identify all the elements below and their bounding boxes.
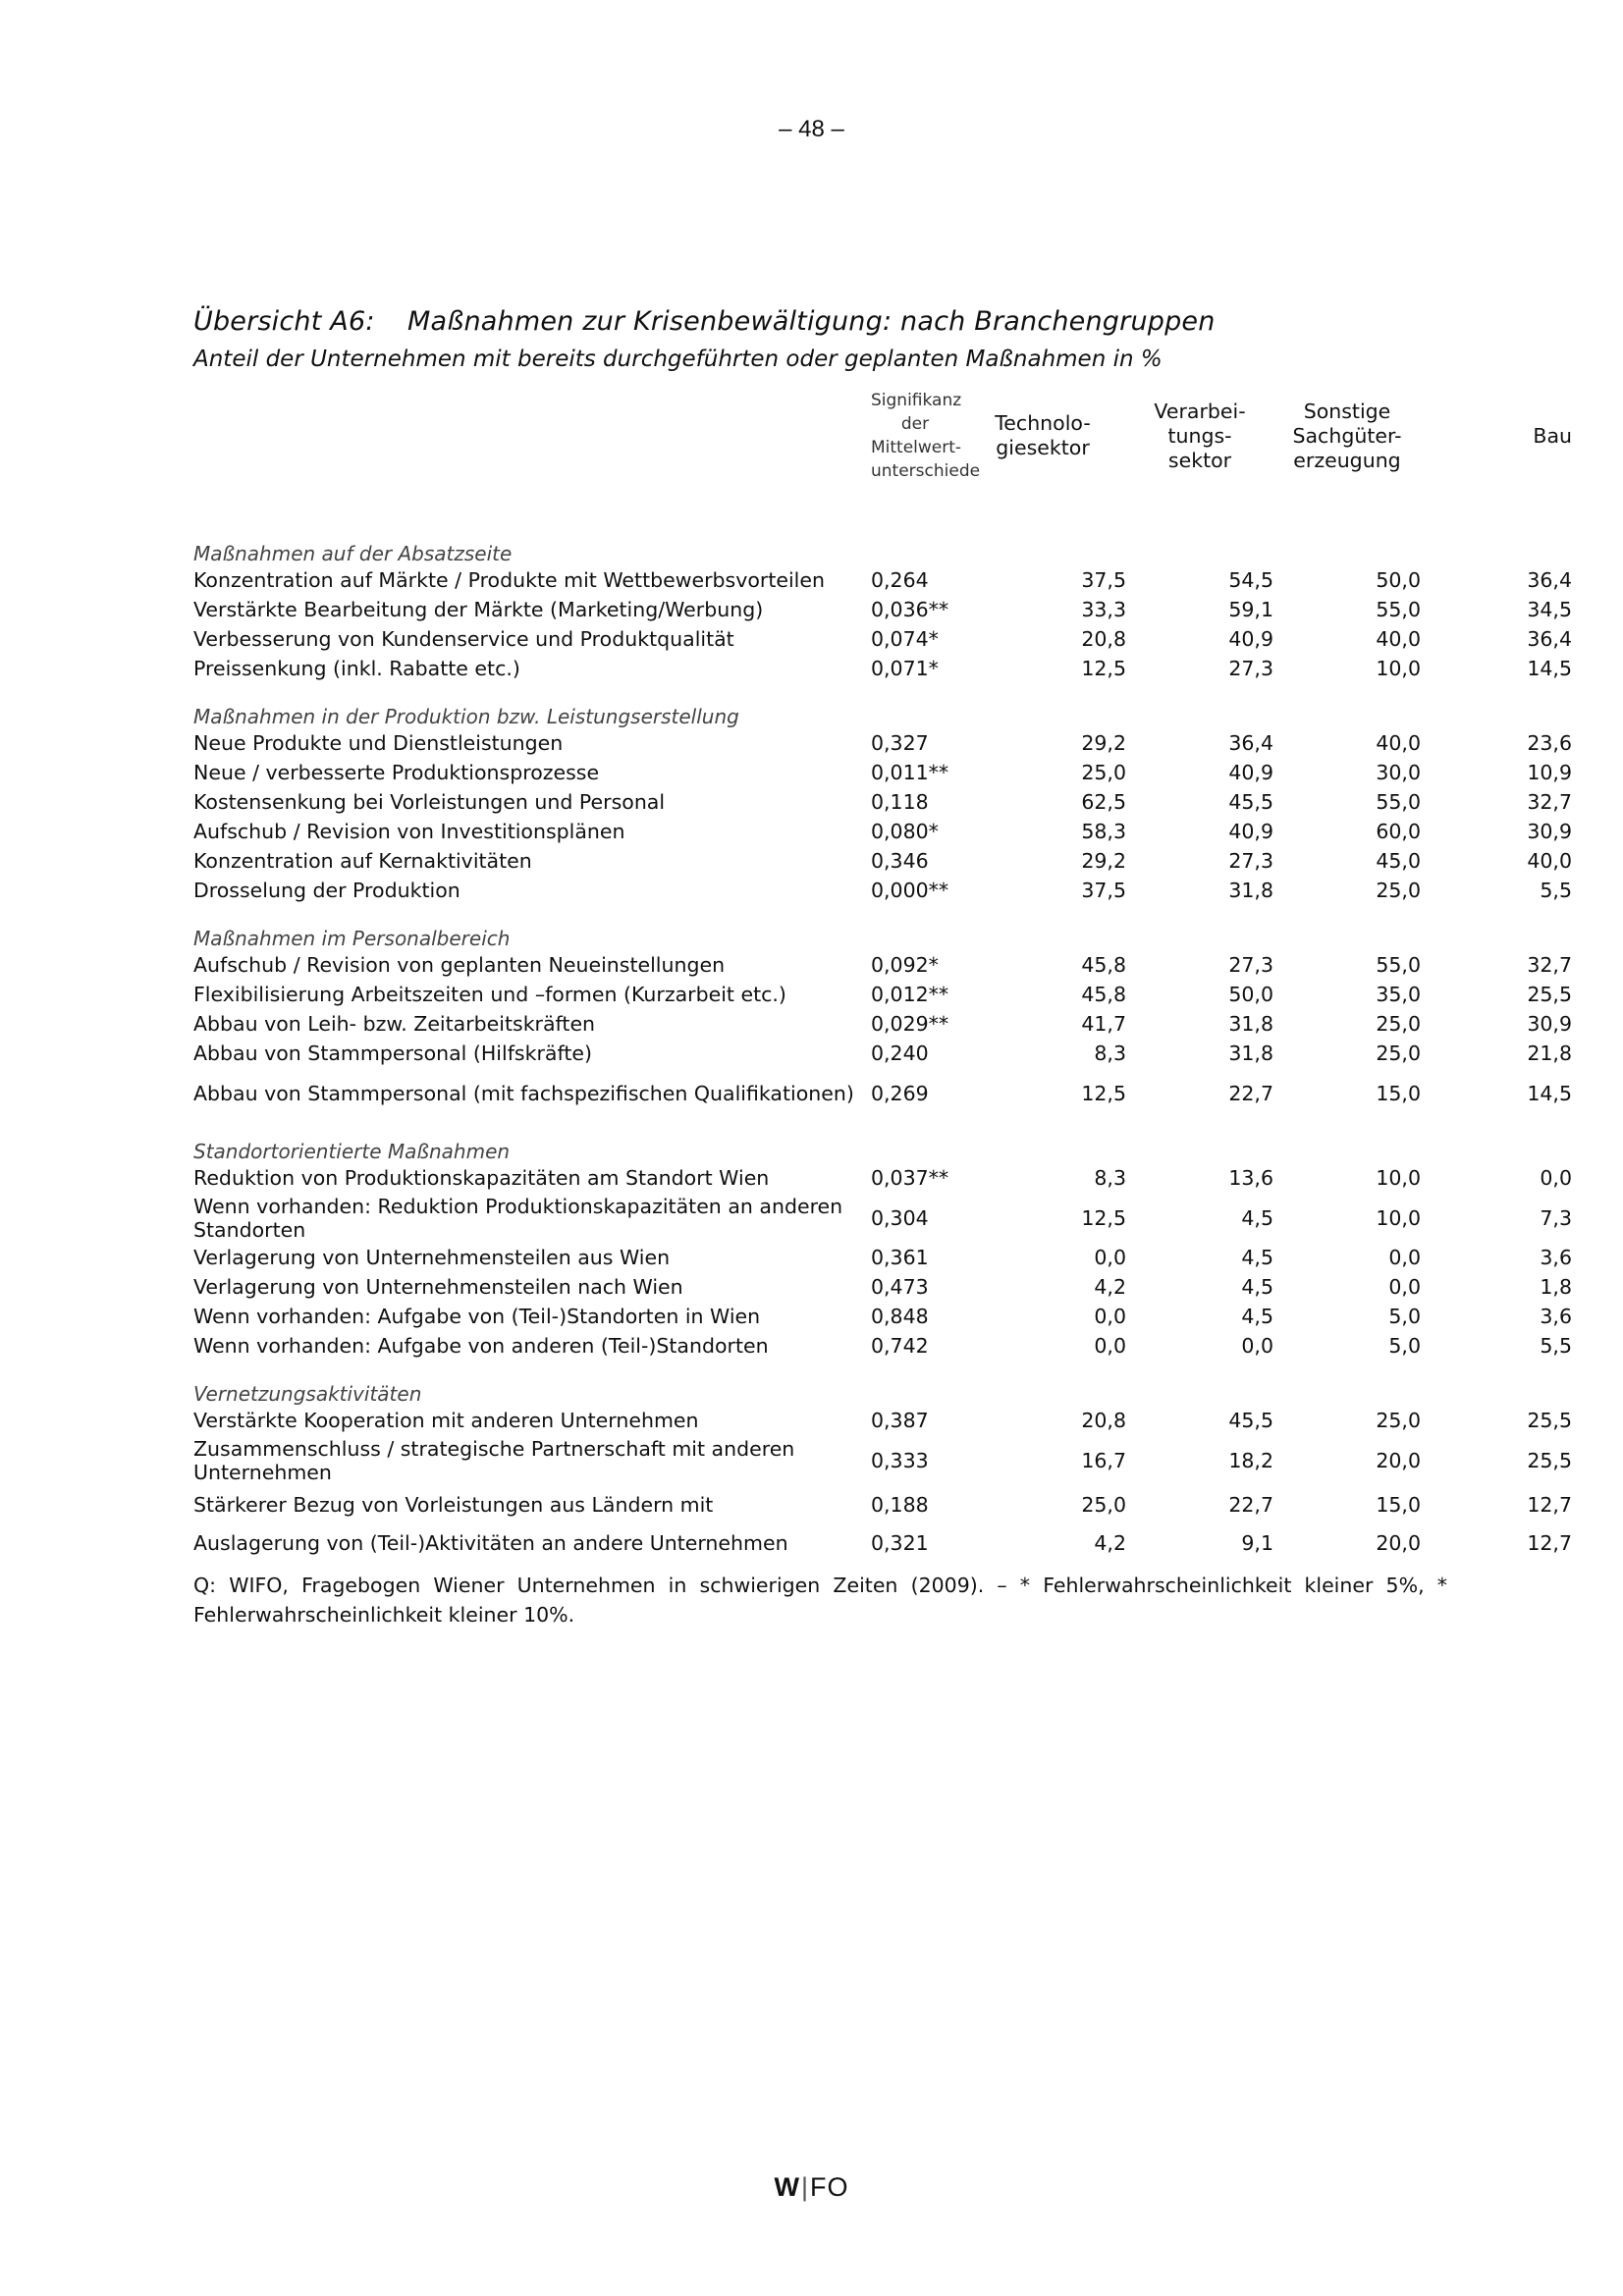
table-row — [193, 1272, 1572, 1302]
logo-letters: W — [774, 2172, 800, 2202]
value-cell: 13,6 — [1228, 1166, 1273, 1190]
row-label: Zusammenschluss / strategische Partnerschaft mit anderen Unternehmen — [193, 1436, 795, 1484]
value-cell: 41,7 — [1081, 1012, 1126, 1036]
value-cell: 45,8 — [1081, 953, 1126, 977]
significance-cell: 0,080* — [871, 820, 939, 843]
row-label: Abbau von Stammpersonal (Hilfskräfte) — [193, 1041, 592, 1065]
row-label: Wenn vorhanden: Aufgabe von anderen (Teil-)Standorten — [193, 1334, 769, 1358]
table-row — [193, 1243, 1572, 1272]
value-cell: 20,0 — [1376, 1448, 1421, 1472]
row-label: Stärkerer Bezug von Vorleistungen aus Ländern mit — [193, 1492, 714, 1517]
value-cell: 7,3 — [1540, 1205, 1572, 1230]
row-label: Drosselung der Produktion — [193, 879, 460, 902]
value-cell: 10,0 — [1376, 1166, 1421, 1190]
significance-cell: 0,327 — [871, 731, 929, 755]
table-row — [193, 817, 1572, 846]
row-label: Wenn vorhanden: Aufgabe von (Teil-)Standorten in Wien — [193, 1305, 761, 1328]
significance-cell: 0,012** — [871, 983, 949, 1006]
header-line: Sachgüter- — [1292, 423, 1402, 448]
value-cell: 5,5 — [1540, 1334, 1572, 1358]
value-cell: 58,3 — [1081, 820, 1126, 843]
value-cell: 4,5 — [1241, 1305, 1273, 1328]
value-cell: 10,0 — [1376, 1205, 1421, 1230]
value-cell: 30,9 — [1527, 1012, 1572, 1036]
table-row — [193, 1193, 1572, 1243]
value-cell: 25,0 — [1081, 761, 1126, 784]
value-cell: 25,5 — [1527, 1448, 1572, 1472]
value-cell: 12,5 — [1081, 1081, 1126, 1105]
table-row — [193, 876, 1572, 905]
value-cell: 36,4 — [1527, 627, 1572, 651]
value-cell: 40,9 — [1228, 627, 1273, 651]
table-row — [193, 787, 1572, 817]
table-row — [193, 1068, 1572, 1118]
value-cell: 12,7 — [1527, 1492, 1572, 1517]
value-cell: 36,4 — [1527, 568, 1572, 592]
value-cell: 60,0 — [1376, 820, 1421, 843]
title-block — [193, 306, 1568, 372]
row-label: Abbau von Leih- bzw. Zeitarbeitskräften — [193, 1012, 596, 1036]
value-cell: 10,0 — [1376, 657, 1421, 680]
header-line: erzeugung — [1293, 448, 1401, 472]
significance-cell: 0,848 — [871, 1305, 929, 1328]
header-line: tungs- — [1167, 423, 1232, 448]
value-cell: 25,0 — [1376, 1409, 1421, 1432]
table-row — [193, 1523, 1572, 1562]
header-line: Bau — [1533, 423, 1572, 448]
significance-cell: 0,346 — [871, 849, 929, 873]
value-cell: 37,5 — [1081, 568, 1126, 592]
value-cell: 32,7 — [1527, 953, 1572, 977]
row-label: Verstärkte Bearbeitung der Märkte (Marketing/Werbung) — [193, 598, 764, 621]
value-cell: 5,5 — [1540, 879, 1572, 902]
value-cell: 40,0 — [1376, 627, 1421, 651]
header-line: Technolo- — [995, 411, 1091, 435]
significance-cell: 0,473 — [871, 1275, 929, 1299]
significance-cell: 0,188 — [871, 1492, 929, 1517]
value-cell: 25,0 — [1376, 879, 1421, 902]
value-cell: 8,3 — [1094, 1041, 1126, 1065]
section-heading: Maßnahmen in der Produktion bzw. Leistungserstellung — [193, 705, 739, 728]
value-cell: 27,3 — [1228, 953, 1273, 977]
value-cell: 4,2 — [1094, 1275, 1126, 1299]
table-row — [193, 565, 1572, 595]
page-number: – 48 – — [779, 116, 844, 142]
table-row — [193, 1331, 1572, 1361]
value-cell: 0,0 — [1094, 1334, 1126, 1358]
table-row — [193, 980, 1572, 1009]
row-label: Konzentration auf Kernaktivitäten — [193, 849, 532, 873]
table-row — [193, 1163, 1572, 1193]
significance-cell: 0,361 — [871, 1246, 929, 1269]
section-heading: Standortorientierte Maßnahmen — [193, 1140, 511, 1163]
value-cell: 34,5 — [1527, 598, 1572, 621]
value-cell: 36,4 — [1228, 731, 1273, 755]
row-label: Verlagerung von Unternehmensteilen nach Wien — [193, 1275, 683, 1299]
value-cell: 25,5 — [1527, 1409, 1572, 1432]
value-cell: 5,0 — [1388, 1334, 1421, 1358]
header-line: Sonstige — [1303, 399, 1391, 423]
value-cell: 4,5 — [1241, 1275, 1273, 1299]
value-cell: 22,7 — [1228, 1492, 1273, 1517]
section-heading-row — [193, 1118, 1572, 1163]
value-cell: 5,0 — [1388, 1305, 1421, 1328]
table-row — [193, 1406, 1572, 1435]
section-heading-row — [193, 683, 1572, 728]
value-cell: 0,0 — [1241, 1334, 1273, 1358]
header-construction — [1421, 389, 1572, 534]
value-cell: 0,0 — [1388, 1246, 1421, 1269]
table-row — [193, 1435, 1572, 1485]
row-label: Neue / verbesserte Produktionsprozesse — [193, 761, 600, 784]
header-empty — [193, 389, 871, 534]
value-cell: 14,5 — [1527, 657, 1572, 680]
value-cell: 30,0 — [1376, 761, 1421, 784]
value-cell: 15,0 — [1376, 1081, 1421, 1105]
header-processing — [1126, 389, 1273, 534]
row-label: Reduktion von Produktionskapazitäten am Standort Wien — [193, 1166, 770, 1190]
table-title-text: Maßnahmen zur Krisenbewältigung: nach Branchengruppen — [407, 306, 1216, 337]
value-cell: 0,0 — [1540, 1166, 1572, 1190]
value-cell: 31,8 — [1228, 1041, 1273, 1065]
value-cell: 35,0 — [1376, 983, 1421, 1006]
value-cell: 32,7 — [1527, 790, 1572, 814]
significance-cell: 0,011** — [871, 761, 949, 784]
value-cell: 50,0 — [1228, 983, 1273, 1006]
logo-bar: | — [800, 2172, 809, 2202]
section-heading-row — [193, 534, 1572, 565]
header-line: Verarbei- — [1154, 399, 1246, 423]
significance-cell: 0,071* — [871, 657, 939, 680]
value-cell: 16,7 — [1081, 1448, 1126, 1472]
table-row — [193, 728, 1572, 758]
value-cell: 10,9 — [1527, 761, 1572, 784]
value-cell: 22,7 — [1228, 1081, 1273, 1105]
section-heading: Maßnahmen im Personalbereich — [193, 927, 511, 950]
table-title-label: Übersicht A6: — [193, 306, 375, 337]
table-row — [193, 624, 1572, 654]
header-line: sektor — [1167, 448, 1232, 472]
header-other-goods — [1273, 389, 1421, 534]
section-heading-row — [193, 1361, 1572, 1406]
table-row — [193, 1302, 1572, 1331]
row-label: Auslagerung von (Teil-)Aktivitäten an andere Unternehmen — [193, 1530, 788, 1555]
significance-cell: 0,092* — [871, 953, 939, 977]
table-row — [193, 1009, 1572, 1039]
value-cell: 25,0 — [1376, 1041, 1421, 1065]
value-cell: 31,8 — [1228, 1012, 1273, 1036]
row-label: Verbesserung von Kundenservice und Produktqualität — [193, 627, 734, 651]
value-cell: 3,6 — [1540, 1246, 1572, 1269]
value-cell: 27,3 — [1228, 657, 1273, 680]
value-cell: 55,0 — [1376, 598, 1421, 621]
value-cell: 45,5 — [1228, 1409, 1273, 1432]
logo-letters: FO — [810, 2172, 849, 2202]
row-label: Neue Produkte und Dienstleistungen — [193, 731, 564, 755]
value-cell: 4,5 — [1241, 1246, 1273, 1269]
value-cell: 40,9 — [1228, 761, 1273, 784]
significance-cell: 0,000** — [871, 879, 949, 902]
value-cell: 9,1 — [1241, 1530, 1273, 1555]
significance-cell: 0,029** — [871, 1012, 949, 1036]
value-cell: 40,0 — [1527, 849, 1572, 873]
section-heading-row — [193, 905, 1572, 950]
significance-cell: 0,333 — [871, 1448, 929, 1472]
value-cell: 62,5 — [1081, 790, 1126, 814]
measures-table — [193, 389, 1572, 1562]
row-label: Kostensenkung bei Vorleistungen und Personal — [193, 790, 666, 814]
value-cell: 40,9 — [1228, 820, 1273, 843]
row-label: Aufschub / Revision von Investitionsplänen — [193, 820, 625, 843]
header-line: giesektor — [996, 436, 1090, 459]
table-row — [193, 846, 1572, 876]
significance-cell: 0,074* — [871, 627, 939, 651]
significance-cell: 0,036** — [871, 598, 949, 621]
value-cell: 33,3 — [1081, 598, 1126, 621]
value-cell: 27,3 — [1228, 849, 1273, 873]
value-cell: 29,2 — [1081, 849, 1126, 873]
value-cell: 20,8 — [1081, 627, 1126, 651]
row-label: Aufschub / Revision von geplanten Neueinstellungen — [193, 953, 726, 977]
value-cell: 59,1 — [1228, 598, 1273, 621]
value-cell: 18,2 — [1228, 1448, 1273, 1472]
value-cell: 25,0 — [1081, 1492, 1126, 1517]
value-cell: 30,9 — [1527, 820, 1572, 843]
table-row — [193, 758, 1572, 787]
table-header-row — [193, 389, 1572, 534]
value-cell: 25,5 — [1527, 983, 1572, 1006]
section-heading: Maßnahmen auf der Absatzseite — [193, 542, 513, 565]
value-cell: 14,5 — [1527, 1081, 1572, 1105]
significance-cell: 0,304 — [871, 1205, 929, 1230]
row-label: Wenn vorhanden: Reduktion Produktionskapazitäten an anderen Standorten — [193, 1194, 843, 1242]
value-cell: 45,0 — [1376, 849, 1421, 873]
significance-cell: 0,269 — [871, 1081, 929, 1105]
table-title — [193, 306, 1568, 337]
value-cell: 12,5 — [1081, 1205, 1126, 1230]
table-row — [193, 595, 1572, 624]
section-heading: Vernetzungsaktivitäten — [193, 1382, 422, 1406]
significance-cell: 0,037** — [871, 1166, 949, 1190]
value-cell: 1,8 — [1540, 1275, 1572, 1299]
significance-cell: 0,240 — [871, 1041, 929, 1065]
table-row — [193, 950, 1572, 980]
header-significance — [871, 389, 981, 534]
value-cell: 0,0 — [1094, 1305, 1126, 1328]
table-row — [193, 1039, 1572, 1068]
table-row — [193, 654, 1572, 683]
value-cell: 31,8 — [1228, 879, 1273, 902]
footnote: Q: WIFO, Fragebogen Wiener Unternehmen in schwierigen Zeiten (2009). – * Fehlerwahrscheinlichkeit kleiner 5%, * Fehlerwahrscheinlichkeit kleiner 10%. — [193, 1574, 1447, 1627]
value-cell: 12,5 — [1081, 657, 1126, 680]
value-cell: 20,0 — [1376, 1530, 1421, 1555]
value-cell: 4,2 — [1094, 1530, 1126, 1555]
row-label: Verlagerung von Unternehmensteilen aus Wien — [193, 1246, 671, 1269]
value-cell: 4,5 — [1241, 1205, 1273, 1230]
table-row — [193, 1485, 1572, 1523]
value-cell: 0,0 — [1388, 1275, 1421, 1299]
value-cell: 23,6 — [1527, 731, 1572, 755]
value-cell: 25,0 — [1376, 1012, 1421, 1036]
value-cell: 21,8 — [1527, 1041, 1572, 1065]
wifo-logo — [0, 2172, 1623, 2203]
value-cell: 40,0 — [1376, 731, 1421, 755]
row-label: Verstärkte Kooperation mit anderen Unternehmen — [193, 1409, 699, 1432]
value-cell: 0,0 — [1094, 1246, 1126, 1269]
row-label: Konzentration auf Märkte / Produkte mit Wettbewerbsvorteilen — [193, 568, 825, 592]
value-cell: 3,6 — [1540, 1305, 1572, 1328]
value-cell: 54,5 — [1228, 568, 1273, 592]
row-label: Abbau von Stammpersonal (mit fachspezifischen Qualifikationen) — [193, 1081, 854, 1105]
value-cell: 55,0 — [1376, 790, 1421, 814]
value-cell: 29,2 — [1081, 731, 1126, 755]
significance-cell: 0,742 — [871, 1334, 929, 1358]
significance-cell: 0,387 — [871, 1409, 929, 1432]
header-sig-line: Signifikanz der — [871, 391, 962, 434]
value-cell: 12,7 — [1527, 1530, 1572, 1555]
header-sig-line: Mittelwert- — [871, 438, 962, 457]
value-cell: 55,0 — [1376, 953, 1421, 977]
row-label: Preissenkung (inkl. Rabatte etc.) — [193, 657, 520, 680]
value-cell: 50,0 — [1376, 568, 1421, 592]
significance-cell: 0,264 — [871, 568, 929, 592]
table-body — [193, 534, 1572, 1562]
row-label: Flexibilisierung Arbeitszeiten und –formen (Kurzarbeit etc.) — [193, 983, 786, 1006]
header-sig-line: unterschiede — [871, 461, 981, 481]
value-cell: 45,5 — [1228, 790, 1273, 814]
value-cell: 8,3 — [1094, 1166, 1126, 1190]
significance-cell: 0,321 — [871, 1530, 929, 1555]
value-cell: 45,8 — [1081, 983, 1126, 1006]
value-cell: 15,0 — [1376, 1492, 1421, 1517]
table-subtitle: Anteil der Unternehmen mit bereits durchgeführten oder geplanten Maßnahmen in % — [193, 347, 1163, 372]
value-cell: 37,5 — [1081, 879, 1126, 902]
significance-cell: 0,118 — [871, 790, 929, 814]
value-cell: 20,8 — [1081, 1409, 1126, 1432]
header-technology — [959, 389, 1126, 534]
